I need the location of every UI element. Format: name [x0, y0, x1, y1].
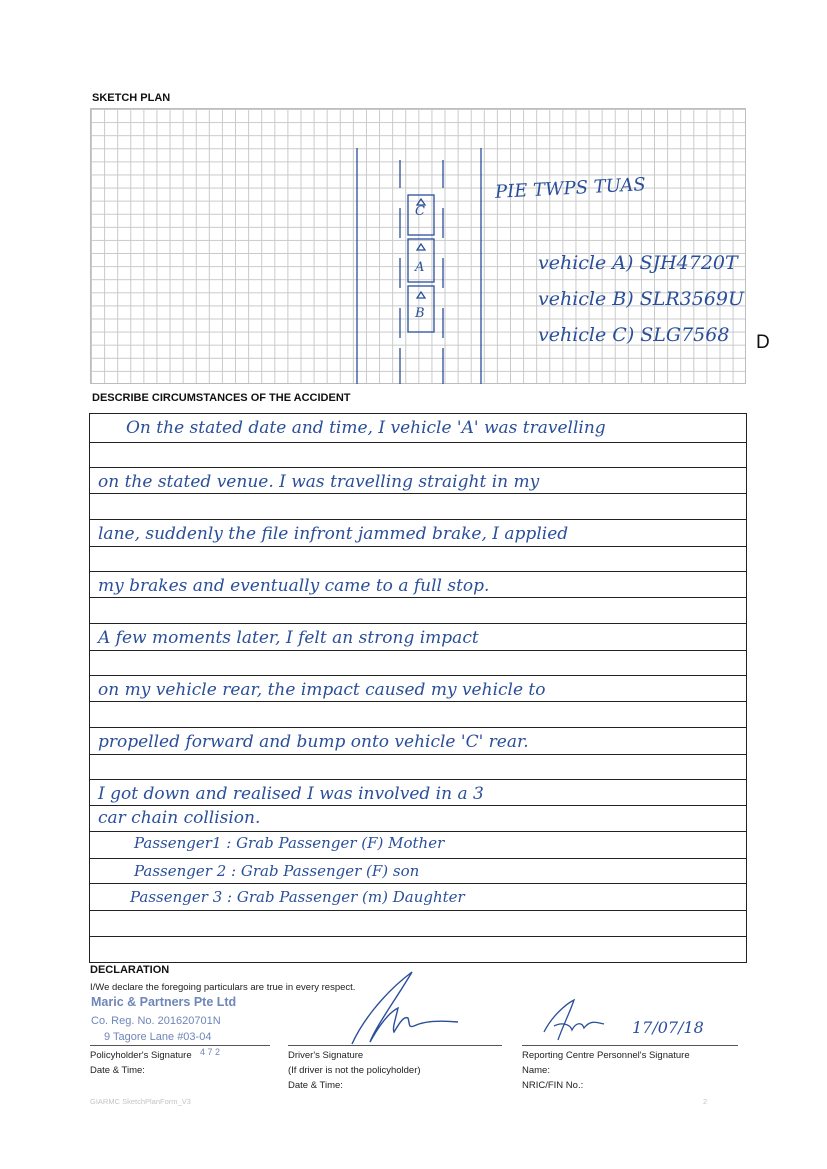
- page-number: 2: [703, 1097, 708, 1106]
- vehicle-a-plate: vehicle A) SJH4720T: [538, 252, 738, 274]
- circumstance-line-2: on the stated venue. I was travelling straight in my: [98, 472, 540, 492]
- circumstance-line-9: car chain collision.: [98, 808, 261, 828]
- stamp-address: 9 Tagore Lane #03-04: [104, 1031, 212, 1043]
- ruled-line: [90, 831, 746, 832]
- circumstance-line-8: I got down and realised I was involved in a 3: [98, 784, 484, 804]
- policyholder-signature-label: Policyholder's Signature: [90, 1050, 192, 1061]
- driver-signature-label: Driver's Signature: [288, 1050, 364, 1061]
- circumstance-line-4: my brakes and eventually came to a full stop.: [98, 576, 490, 596]
- form-id: GIARMC SketchPlanForm_V3: [90, 1097, 191, 1106]
- ruled-line: [90, 467, 746, 468]
- lane-label-c: C: [415, 204, 425, 219]
- suffix-letter: D: [756, 332, 770, 353]
- reporting-date-written: 17/07/18: [632, 1018, 704, 1037]
- ruled-line: [90, 650, 746, 651]
- policyholder-date-label: Date & Time:: [90, 1065, 145, 1076]
- ruled-line: [90, 858, 746, 859]
- ruled-line: [90, 727, 746, 728]
- reporting-nric-label: NRIC/FIN No.:: [522, 1080, 584, 1091]
- ruled-line: [90, 701, 746, 702]
- ruled-line: [90, 493, 746, 494]
- declaration-heading: DECLARATION: [90, 964, 170, 976]
- reporting-name-label: Name:: [522, 1065, 550, 1076]
- ruled-line: [90, 910, 746, 911]
- declaration-text: I/We declare the foregoing particulars are true in every respect.: [90, 982, 356, 993]
- direction-arrow-b: [417, 292, 425, 298]
- lane-label-a: A: [415, 260, 425, 275]
- reporting-signature: [540, 996, 610, 1046]
- stamp-postcode: 4 7 2: [200, 1047, 221, 1057]
- vehicle-b-plate: vehicle B) SLR3569U: [538, 288, 745, 310]
- circumstance-line-7: propelled forward and bump onto vehicle 'C' rear.: [98, 732, 529, 752]
- circumstance-line-5: A few moments later, I felt an strong impact: [98, 628, 479, 648]
- reporting-signature-label: Reporting Centre Personnel's Signature: [522, 1050, 690, 1061]
- circumstance-line-3: lane, suddenly the file infront jammed brake, I applied: [98, 524, 569, 544]
- circumstance-line-6: on my vehicle rear, the impact caused my vehicle to: [98, 680, 546, 700]
- ruled-line: [90, 883, 746, 884]
- driver-note: (If driver is not the policyholder): [288, 1065, 421, 1076]
- sketch-plan-heading: SKETCH PLAN: [92, 92, 171, 104]
- ruled-line: [90, 754, 746, 755]
- ruled-line: [90, 675, 746, 676]
- ruled-line: [90, 597, 746, 598]
- ruled-line: [90, 519, 746, 520]
- passenger-line-2: Passenger 2 : Grab Passenger (F) son: [134, 862, 420, 880]
- ruled-line: [90, 623, 746, 624]
- ruled-line: [90, 936, 746, 937]
- ruled-line: [90, 442, 746, 443]
- circumstances-box: [89, 413, 747, 963]
- stamp-reg-no: Co. Reg. No. 201620701N: [91, 1015, 221, 1027]
- lane-label-b: B: [415, 306, 425, 321]
- passenger-line-3: Passenger 3 : Grab Passenger (m) Daughter: [130, 888, 465, 906]
- driver-signature: [340, 966, 470, 1052]
- circumstances-heading: DESCRIBE CIRCUMSTANCES OF THE ACCIDENT: [92, 392, 351, 404]
- driver-date-label: Date & Time:: [288, 1080, 343, 1091]
- circumstance-line-1: On the stated date and time, I vehicle 'A' was travelling: [126, 418, 606, 438]
- passenger-line-1: Passenger1 : Grab Passenger (F) Mother: [134, 834, 445, 852]
- ruled-line: [90, 571, 746, 572]
- sketch-location: PIE TWPS TUAS: [494, 174, 647, 203]
- ruled-line: [90, 805, 746, 806]
- direction-arrow-a: [417, 244, 425, 250]
- vehicle-c-plate: vehicle C) SLG7568: [538, 324, 730, 346]
- stamp-company: Maric & Partners Pte Ltd: [91, 995, 237, 1009]
- ruled-line: [90, 779, 746, 780]
- ruled-line: [90, 546, 746, 547]
- policyholder-signature-line: [90, 1045, 270, 1046]
